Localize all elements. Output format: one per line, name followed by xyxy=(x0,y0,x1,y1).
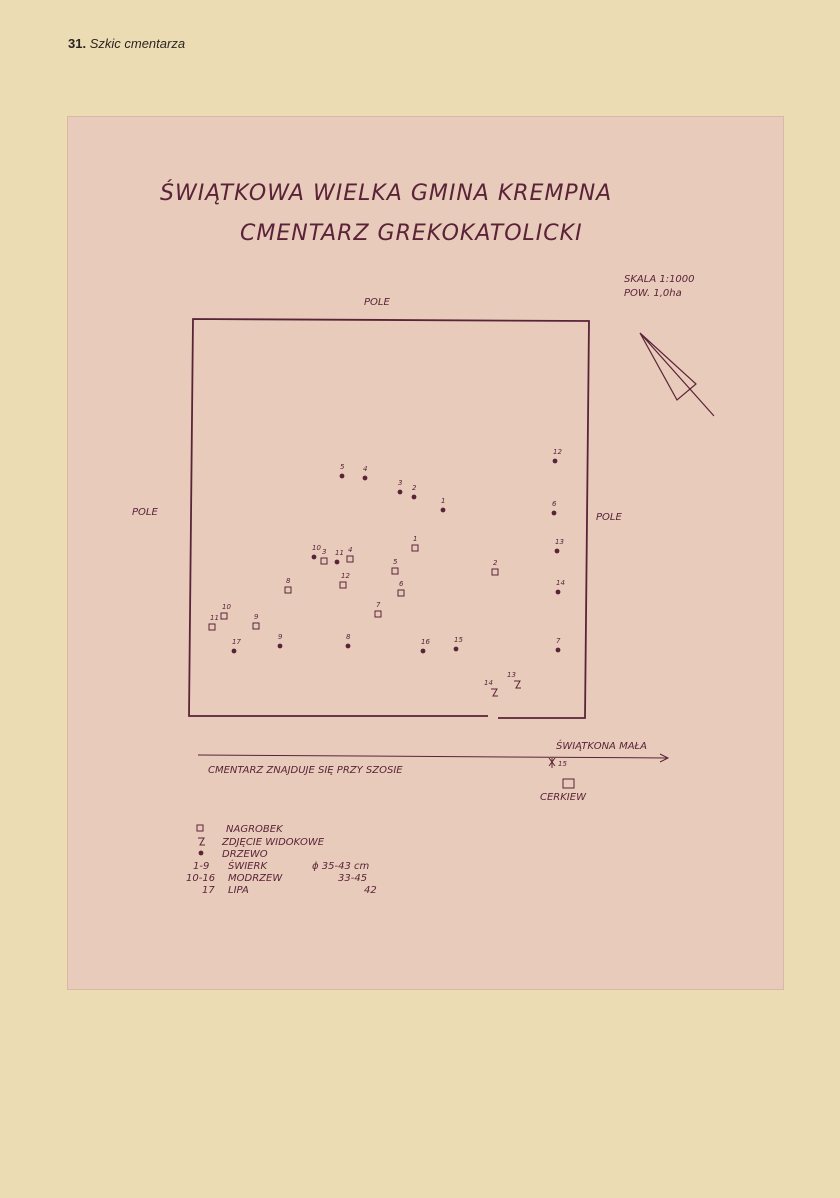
tree-marker xyxy=(346,633,351,648)
tomb-square-icon xyxy=(375,611,381,617)
legend-species-diameter-3: 42 xyxy=(364,885,377,896)
tree-number: 2 xyxy=(412,484,417,492)
tomb-number: 10 xyxy=(222,603,231,611)
tree-number: 8 xyxy=(346,633,351,641)
tomb-marker xyxy=(209,614,219,630)
field-east-label: POLE xyxy=(596,512,622,523)
tree-dot-icon xyxy=(421,649,426,654)
tree-number: 6 xyxy=(552,500,557,508)
tree-number: 10 xyxy=(312,544,321,552)
tree-dot-icon xyxy=(441,508,446,513)
tomb-number: 3 xyxy=(322,548,327,556)
tombs-layer xyxy=(209,535,498,630)
tree-number: 9 xyxy=(278,633,283,641)
legend-species-range-2: 10-16 xyxy=(186,873,216,884)
tree-marker xyxy=(552,500,557,515)
legend-species-name-3: LIPA xyxy=(228,885,249,896)
tree-dot-icon xyxy=(454,647,459,652)
legend-tomb-label: NAGROBEK xyxy=(226,824,283,835)
tomb-number: 5 xyxy=(393,558,398,566)
tree-marker xyxy=(412,484,417,499)
tree-marker xyxy=(363,465,368,480)
tree-dot-icon xyxy=(363,476,368,481)
tree-number: 1 xyxy=(441,497,446,505)
tomb-marker xyxy=(375,601,381,617)
map-title-line2: CMENTARZ GREKOKATOLICKI xyxy=(240,221,583,246)
tomb-number: 12 xyxy=(341,572,350,580)
photo-point-number: 13 xyxy=(507,671,516,679)
tree-dot-icon xyxy=(398,490,403,495)
tree-marker xyxy=(421,638,431,653)
tree-number: 4 xyxy=(363,465,368,473)
tree-dot-icon xyxy=(556,590,561,595)
tomb-marker xyxy=(253,613,259,629)
tomb-marker xyxy=(392,558,398,574)
tree-dot-icon xyxy=(556,648,561,653)
church-icon xyxy=(563,779,574,788)
tomb-marker xyxy=(412,535,418,551)
tomb-marker xyxy=(340,572,350,588)
tomb-square-icon xyxy=(392,568,398,574)
legend-photo-label: ZDJĘCIE WIDOKOWE xyxy=(222,837,325,848)
tree-marker xyxy=(555,538,564,553)
tree-dot-icon xyxy=(553,459,558,464)
tomb-marker xyxy=(492,559,498,575)
road-photo-number: 15 xyxy=(558,760,567,768)
photo-point-icon xyxy=(491,689,498,696)
area-label: POW. 1,0ha xyxy=(624,288,682,299)
cemetery-boundary xyxy=(189,319,589,718)
photo-point-icon xyxy=(514,681,521,688)
tomb-marker xyxy=(398,580,404,596)
caption-number: 31. xyxy=(68,36,87,51)
tomb-square-icon xyxy=(347,556,353,562)
camera-mark-icon xyxy=(549,758,555,768)
legend-species-range-3: 17 xyxy=(202,885,215,896)
field-west-label: POLE xyxy=(132,507,158,518)
legend-photo-icon xyxy=(198,838,205,845)
tomb-number: 8 xyxy=(286,577,291,585)
caption-text: Szkic cmentarza xyxy=(89,36,186,51)
tree-marker xyxy=(398,479,403,494)
tomb-number: 2 xyxy=(493,559,498,567)
tree-marker xyxy=(553,448,563,463)
tree-marker xyxy=(556,637,561,652)
tree-number: 7 xyxy=(556,637,561,645)
tomb-number: 4 xyxy=(348,546,353,554)
tomb-square-icon xyxy=(492,569,498,575)
photo-point-marker xyxy=(507,671,521,688)
tomb-number: 1 xyxy=(413,535,418,543)
tree-number: 17 xyxy=(232,638,241,646)
legend-species-diameter-2: 33-45 xyxy=(338,873,368,884)
photo-points-layer xyxy=(484,671,521,696)
tree-number: 11 xyxy=(335,549,344,557)
map-title-line1: ŚWIĄTKOWA WIELKA GMINA KREMPNA xyxy=(160,181,613,206)
tree-marker xyxy=(441,497,446,512)
photo-point-marker xyxy=(484,679,498,696)
tree-dot-icon xyxy=(232,649,237,654)
tomb-marker xyxy=(285,577,291,593)
photo-point-number: 14 xyxy=(484,679,493,687)
tomb-marker xyxy=(221,603,231,619)
legend-species-name-2: MODRZEW xyxy=(228,873,283,884)
tomb-square-icon xyxy=(321,558,327,564)
tree-dot-icon xyxy=(340,474,345,479)
tomb-marker xyxy=(347,546,353,562)
tree-dot-icon xyxy=(312,555,317,560)
trees-layer xyxy=(232,448,565,653)
tree-marker xyxy=(340,463,345,478)
tree-dot-icon xyxy=(552,511,557,516)
tree-number: 12 xyxy=(553,448,562,456)
church-label: CERKIEW xyxy=(540,792,586,803)
tree-number: 16 xyxy=(421,638,430,646)
road-line xyxy=(198,755,668,758)
road-photo-point xyxy=(549,758,567,768)
tree-marker xyxy=(278,633,283,648)
tree-marker xyxy=(454,636,464,651)
road-destination-label: ŚWIĄTKONA MAŁA xyxy=(556,741,647,752)
tomb-number: 11 xyxy=(210,614,219,622)
tree-dot-icon xyxy=(346,644,351,649)
legend-tree-label: DRZEWO xyxy=(222,849,268,860)
tree-marker xyxy=(556,579,565,594)
tree-dot-icon xyxy=(555,549,560,554)
tomb-number: 9 xyxy=(254,613,259,621)
tomb-number: 6 xyxy=(399,580,404,588)
tree-number: 5 xyxy=(340,463,345,471)
tomb-square-icon xyxy=(221,613,227,619)
tree-number: 14 xyxy=(556,579,565,587)
tree-dot-icon xyxy=(335,560,340,565)
tree-marker xyxy=(335,549,344,564)
tomb-square-icon xyxy=(340,582,346,588)
tree-number: 13 xyxy=(555,538,564,546)
tree-dot-icon xyxy=(278,644,283,649)
legend-tomb-icon xyxy=(197,825,203,831)
legend-species-range-1: 1-9 xyxy=(193,861,210,872)
tree-number: 3 xyxy=(398,479,403,487)
scale-label: SKALA 1:1000 xyxy=(624,274,695,285)
tomb-square-icon xyxy=(209,624,215,630)
tree-dot-icon xyxy=(412,495,417,500)
field-north-label: POLE xyxy=(364,297,390,308)
tree-number: 15 xyxy=(454,636,463,644)
tomb-square-icon xyxy=(285,587,291,593)
legend xyxy=(186,824,377,896)
tomb-number: 7 xyxy=(376,601,381,609)
road-note: CMENTARZ ZNAJDUJE SIĘ PRZY SZOSIE xyxy=(208,765,403,776)
tomb-square-icon xyxy=(412,545,418,551)
tree-marker xyxy=(232,638,242,653)
tomb-marker xyxy=(321,548,327,564)
tomb-square-icon xyxy=(253,623,259,629)
legend-species-diameter-1: ϕ 35-43 cm xyxy=(312,861,370,872)
north-arrow-icon xyxy=(640,333,714,416)
tomb-square-icon xyxy=(398,590,404,596)
tree-marker xyxy=(312,544,322,559)
legend-species-name-1: ŚWIERK xyxy=(228,861,268,872)
legend-tree-icon xyxy=(199,851,204,856)
